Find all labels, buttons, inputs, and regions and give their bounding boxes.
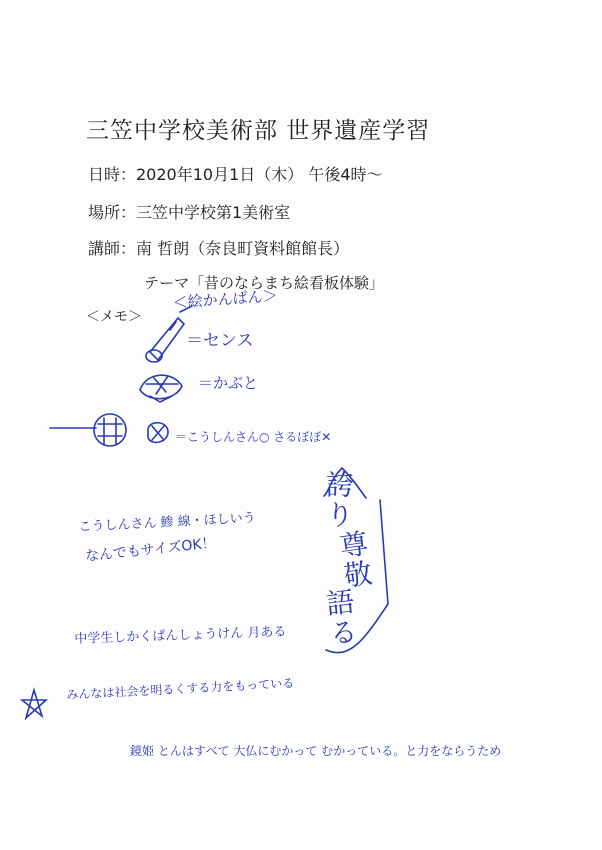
page-title: 三笠中学校美術部 世界遺産学習	[86, 118, 431, 144]
memo-note-daibutsu: 鏡姫 とんはすべて 大仏にむかって むかっている。と力をならうため	[130, 744, 502, 758]
memo-note-students: 中学生しかくぱんしょうけん 月ある	[74, 624, 287, 647]
memo-note-size: なんでもサイズOK！	[84, 535, 217, 565]
koshin-sketch	[50, 414, 168, 446]
vertical-word-tell: 語る	[320, 586, 361, 650]
memo-heading: ＜絵かんばん＞	[172, 286, 279, 312]
star-sketch	[22, 690, 46, 718]
theme-line: テーマ「昔のならまち絵看板体験」	[144, 274, 385, 292]
datetime-line: 日時：2020年10月1日（木） 午後4時〜	[88, 165, 383, 184]
memo-item-kabuto: ＝かぶと	[198, 374, 259, 392]
kabuto-sketch	[140, 375, 182, 402]
memo-note-society: みんなは社会を明るくする力をもっている	[66, 676, 295, 702]
memo-item-sense: ＝センス	[186, 331, 254, 351]
vertical-word-pride: 誇り	[322, 470, 355, 530]
vertical-word-respect: 尊敬	[333, 527, 376, 592]
memo-item-koshin: ＝こうしんさん○ さるぼぼ✕	[175, 430, 332, 444]
lecturer-line: 講師：南 哲朗（奈良町資料館館長）	[88, 239, 350, 258]
memo-label: ＜メモ＞	[86, 309, 142, 325]
place-line: 場所：三笠中学校第1美術室	[88, 203, 291, 222]
memo-note-koshin: こうしんさん 鯵 線・ほしいう	[78, 510, 257, 535]
